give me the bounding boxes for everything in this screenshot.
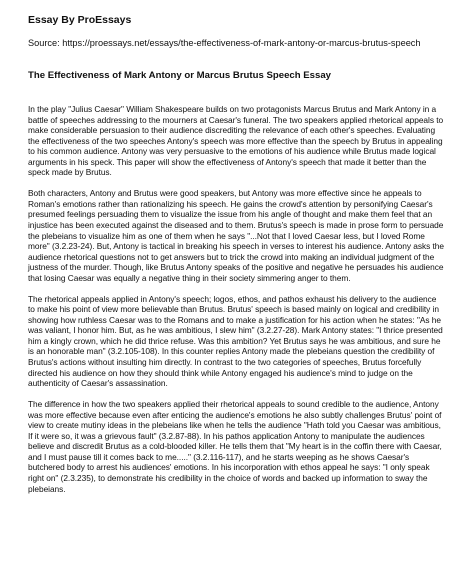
paragraph-rhetorical-appeals: The rhetorical appeals applied in Antony's speech; logos, ethos, and pathos exhaust his delivery to the audience to make his point of view more believable than Brutus. Brutus' speech is based mainly on logical and credibility in showing how ruthless Caesar was to the Romans and to make a justification for his action when he states: "As he was valiant, I honor him. But, as he was ambitious, I slew him" (3.2.27-28). Mark Antony states: "I thrice presented him a kingly crown, which he did thrice refuse. Was this ambition? Yet Brutus says he was ambitious, and sure he is an honorable man" (3.2.105-108). In this counter replies Antony made the plebeians question the credibility of Brutus's actions without insulting him directly. In contrast to the two categories of speeches, Brutus forcefully directed his audience on how they should think while Antony engaged his audience's mind to judge on the authenticity of Caesar's assassination. (28, 293, 443, 389)
brand-heading: Essay By ProEssays (28, 14, 132, 26)
source-block (28, 14, 446, 49)
paragraph-characters: Both characters, Antony and Brutus were good speakers, but Antony was more effective since he appeals to Roman's emotions rather than rationalizing his speech. He gains the crowd's attention by personifying Caesar's presumed feelings persuading them to visualize the issue from his angle of thought and make them feel that an injustice has been executed against the diseased and to them. Brutus's speech is made in prose form to persuade the plebeians to visualize him as one of them when he says "...Not that I loved Caesar less, but I loved Rome more" (3.2.23-24). But, Antony is tactical in breaking his speech in verses to interest his audience. Antony asks the audience rhetorical questions not to get answers but to trick the crowd into making an individual judgment of the justness of the murder. Though, like Brutus Antony speaks of the positive and negative he persuades his audience that losing Caesar was equally a negative thing in their society simmering anger to them. (28, 188, 444, 283)
paragraph-difference: The difference in how the two speakers applied their rhetorical appeals to sound credible to the audience, Antony was more effective because even after enticing the audience's emotions he also subtly challenges Brutus' point of view to create mutiny ideas in the plebeians like when he tells the audience "Hath told you Caesar was ambitious, If it were so, it was a grievous fault" (3.2.87-88). In his pathos application Antony to manipulate the audiences believe and discredit Brutus as a cold-blooded killer. He tells them that "My heart is in the coffin there with Caesar, and I must pause till it comes back to me....." (3.2.116-117), and he starts weeping as he shows Caesar's butchered body to arrest his audiences' emotions. In his incorporation with ethos appeal he says: "I only speak right on" (2.3.235), to demonstrate his credibility in the choice of words and backed up information to sway the plebeians. (28, 399, 442, 494)
source-line: Source: https://proessays.net/essays/the-effectiveness-of-mark-antony-or-marcus-brutus-speech (28, 38, 421, 48)
paragraph-intro: In the play "Julius Caesar" William Shakespeare builds on two protagonists Marcus Brutus and Mark Antony in a battle of speeches addressing to the mourners at Caesar's funeral. The two speakers applied rhetorical appeals to make considerable persuasion to their audience discrediting the relevance of each other's speeches. Evaluating the effectiveness of the two speeches Antony's speech was more effective than the speech by Brutus in appealing to his common audience. Antony was very persuasive to the emotions of his audience while Brutus made logical arguments in his speck. This paper will show the effectiveness of Antony's speech that made it better than the speck made by Brutus. (28, 104, 444, 178)
essay-title: The Effectiveness of Mark Antony or Marcus Brutus Speech Essay (28, 70, 332, 81)
